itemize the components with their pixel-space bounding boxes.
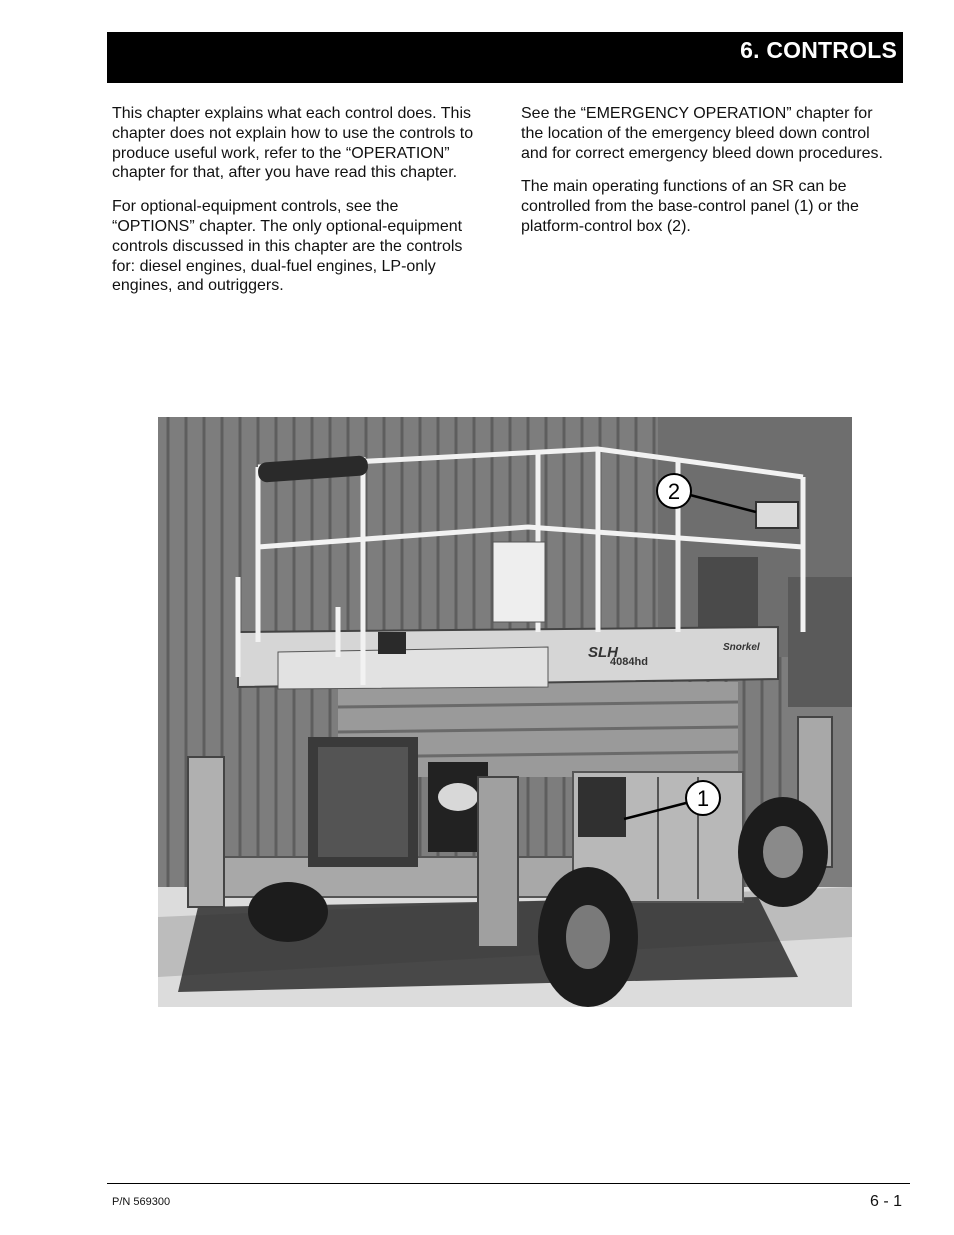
footer-rule (107, 1183, 910, 1184)
scissor-lift-illustration (158, 417, 852, 1007)
model-prefix-label: SLH (588, 644, 618, 661)
right-column (521, 104, 893, 251)
main-functions-paragraph: The main operating functions of an SR can be controlled from the base-control panel (1) or the platform-control box (2). (521, 178, 859, 235)
emergency-operation-paragraph: See the “EMERGENCY OPERATION” chapter for the location of the emergency bleed down control and for correct emergency bleed down procedures. (521, 105, 883, 162)
callout-2-label: 2 (667, 479, 681, 504)
scissor-lift-photo (158, 417, 852, 1007)
model-number-label: 4084hd (610, 656, 648, 668)
part-number: P/N 569300 (112, 1196, 171, 1208)
page-number: 6 - 1 (869, 1193, 902, 1210)
brand-label: Snorkel (723, 642, 760, 653)
optional-equipment-paragraph: For optional-equipment controls, see the “OPTIONS” chapter. The only optional-equipment controls discussed in this chapter are the controls for: diesel engines, dual-fuel engines, LP-only engines, and outriggers. (112, 198, 463, 295)
callout-1-label: 1 (696, 786, 710, 811)
left-column (112, 104, 484, 310)
chapter-title: 6. CONTROLS (740, 37, 897, 63)
chapter-header-bar (107, 32, 903, 83)
intro-paragraph: This chapter explains what each control does. This chapter does not explain how to use the controls to produce useful work, refer to the “OPERATION” chapter for that, after you have read this chapter. (112, 105, 474, 182)
